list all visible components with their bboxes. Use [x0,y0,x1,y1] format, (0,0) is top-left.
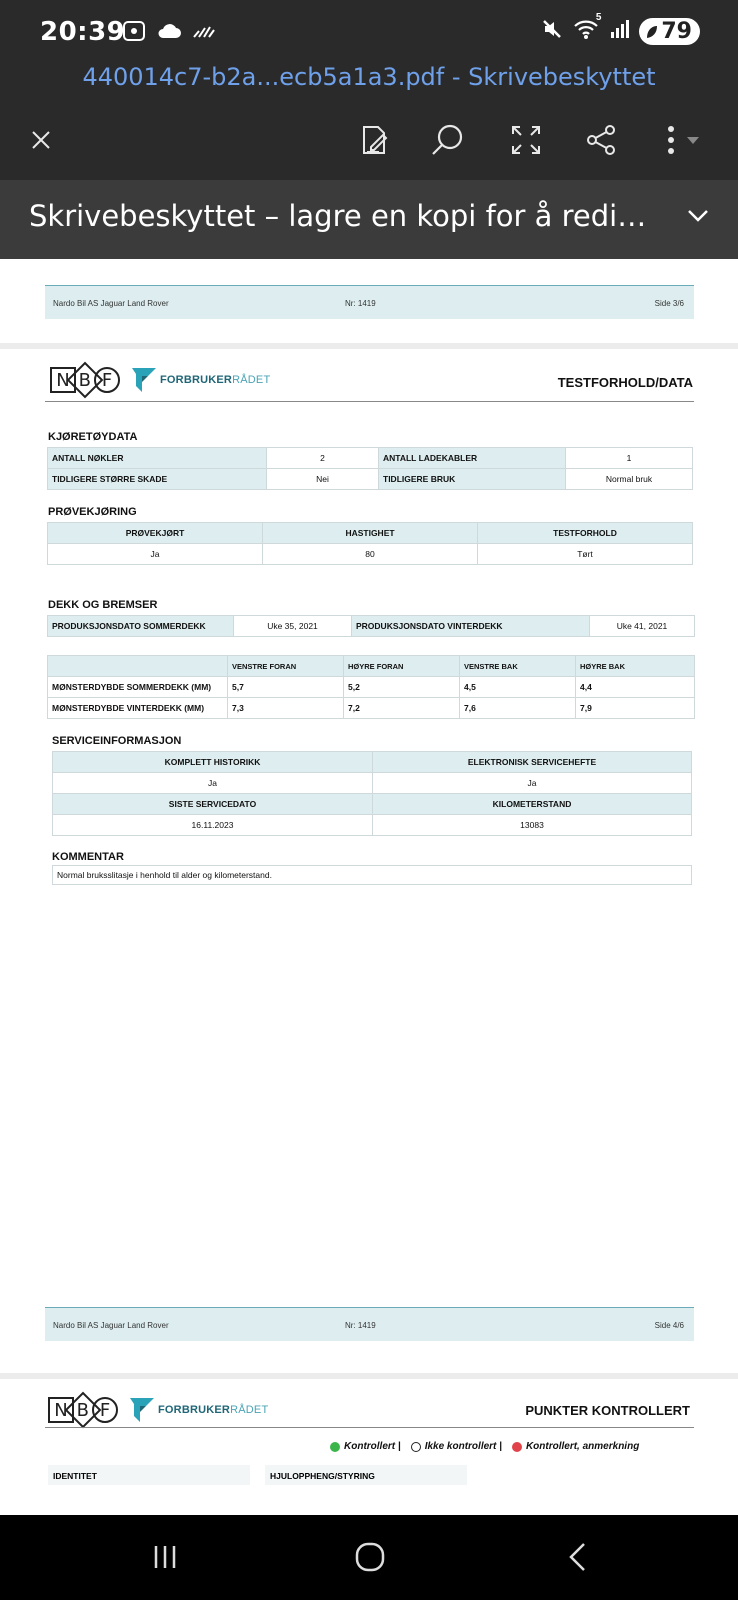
table-row: Ja 80 Tørt [48,544,693,565]
ok-check-icon [330,1442,340,1452]
kjoretoy-table [47,447,693,490]
back-button[interactable] [558,1537,598,1577]
close-icon [30,129,52,151]
section-title-provekjoring: PRØVEKJØRING [48,506,137,518]
section-title-kommentar: KOMMENTAR [52,851,124,863]
table-row: PRØVEKJØRT HASTIGHET TESTFORHOLD [48,523,693,544]
read-only-banner[interactable] [0,180,738,259]
pdf-page-3 [0,259,738,343]
battery-level: 79 [661,19,692,44]
recent-apps-button[interactable] [145,1537,185,1577]
screenshot-icon [122,20,146,47]
table-row: KOMPLETT HISTORIKK ELEKTRONISK SERVICEHEFTE [53,752,692,773]
table-row: PRODUKSJONSDATO SOMMERDEKK Uke 35, 2021 PRODUKSJONSDATO VINTERDEKK Uke 41, 2021 [48,616,695,637]
cell-signal-icon [609,19,629,44]
section-title-kjoretoydata: KJØRETØYDATA [48,431,138,443]
wifi-icon [573,12,602,45]
document-title: 440014c7-b2a...ecb5a1a3.pdf - Skrivebeskyttet [82,63,656,91]
provekjoring-table [47,522,693,565]
wifi-badge: 5 [595,12,602,23]
logo-group [48,1396,268,1424]
divider [45,401,694,402]
share-icon [584,123,618,157]
table-row: SISTE SERVICEDATO KILOMETERSTAND [53,794,692,815]
more-options-button[interactable] [656,118,712,162]
remark-x-icon [512,1442,522,1452]
back-icon [566,1541,590,1573]
recent-apps-icon [150,1542,180,1572]
nbf-logo: N B F [50,367,116,393]
forbrukerradet-logo: FORBRUKERRÅDET [128,1396,268,1424]
system-navigation-bar [0,1515,738,1600]
mute-icon [541,18,563,45]
page-heading: PUNKTER KONTROLLERT [525,1403,690,1418]
search-button[interactable] [426,118,470,162]
divider [45,1427,694,1428]
fullscreen-button[interactable] [504,118,548,162]
empty-circle-icon [411,1442,421,1452]
table-row: ANTALL NØKLER 2 ANTALL LADEKABLER 1 [48,448,693,469]
page-footer [45,1307,694,1341]
logo-group [50,366,270,394]
forbrukerradet-logo: FORBRUKERRÅDET [130,366,270,394]
section-title-service: SERVICEINFORMASJON [52,735,182,747]
leaf-icon [645,24,659,40]
signal-strike-icon [192,24,216,43]
table-row: MØNSTERDYBDE SOMMERDEKK (MM) 5,7 5,2 4,5 4,4 [48,677,695,698]
more-icon [659,123,709,157]
legend: Kontrollert | Ikke kontrollert | Kontrollert, anmerkning [330,1441,639,1452]
chevron-down-icon[interactable] [686,208,710,229]
share-button[interactable] [579,118,623,162]
footer-page: Side 3/6 [654,299,684,308]
forbrukerradet-mark [130,366,158,394]
forbrukerradet-mark [128,1396,156,1424]
footer-page: Side 4/6 [654,1321,684,1330]
table-row: Ja Ja [53,773,692,794]
read-only-message: Skrivebeskyttet – lagre en kopi for å redi… [29,199,647,233]
footer-number: Nr: 1419 [345,299,376,308]
table-row: VENSTRE FORAN HØYRE FORAN VENSTRE BAK HØYRE BAK [48,656,695,677]
footer-number: Nr: 1419 [345,1321,376,1330]
monsterdybde-table [47,655,695,719]
column-hjuloppheng: HJULOPPHENG/STYRING [265,1465,467,1485]
battery-indicator [639,18,700,45]
table-row: Normal bruksslitasje i henhold til alder og kilometerstand. [53,866,692,885]
table-row: 16.11.2023 13083 [53,815,692,836]
table-row: TIDLIGERE STØRRE SKADE Nei TIDLIGERE BRUK Normal bruk [48,469,693,490]
pdf-viewer[interactable] [0,259,738,1515]
page-footer [45,285,694,319]
search-icon [430,122,466,158]
nbf-logo: N B F [48,1397,114,1423]
footer-company: Nardo Bil AS Jaguar Land Rover [53,299,169,308]
status-bar [0,0,738,62]
pdf-page-4 [0,349,738,1373]
close-button[interactable] [19,118,63,162]
cloud-icon [156,22,182,45]
dekk-prod-table [47,615,695,637]
pdf-page-5 [0,1379,738,1515]
table-row: MØNSTERDYBDE VINTERDEKK (MM) 7,3 7,2 7,6 7,9 [48,698,695,719]
edit-pdf-button[interactable] [354,118,398,162]
edit-pdf-icon [359,123,393,157]
home-icon [354,1541,386,1573]
kommentar-box [52,865,692,885]
home-button[interactable] [350,1537,390,1577]
document-title-bar [0,62,738,106]
page-heading: TESTFORHOLD/DATA [557,375,693,390]
fullscreen-icon [510,124,542,156]
section-title-dekk: DEKK OG BREMSER [48,599,158,611]
clock: 20:39 [40,17,126,47]
footer-company: Nardo Bil AS Jaguar Land Rover [53,1321,169,1330]
pdf-toolbar [0,106,738,180]
column-identitet: IDENTITET [48,1465,250,1485]
service-table [52,751,692,836]
